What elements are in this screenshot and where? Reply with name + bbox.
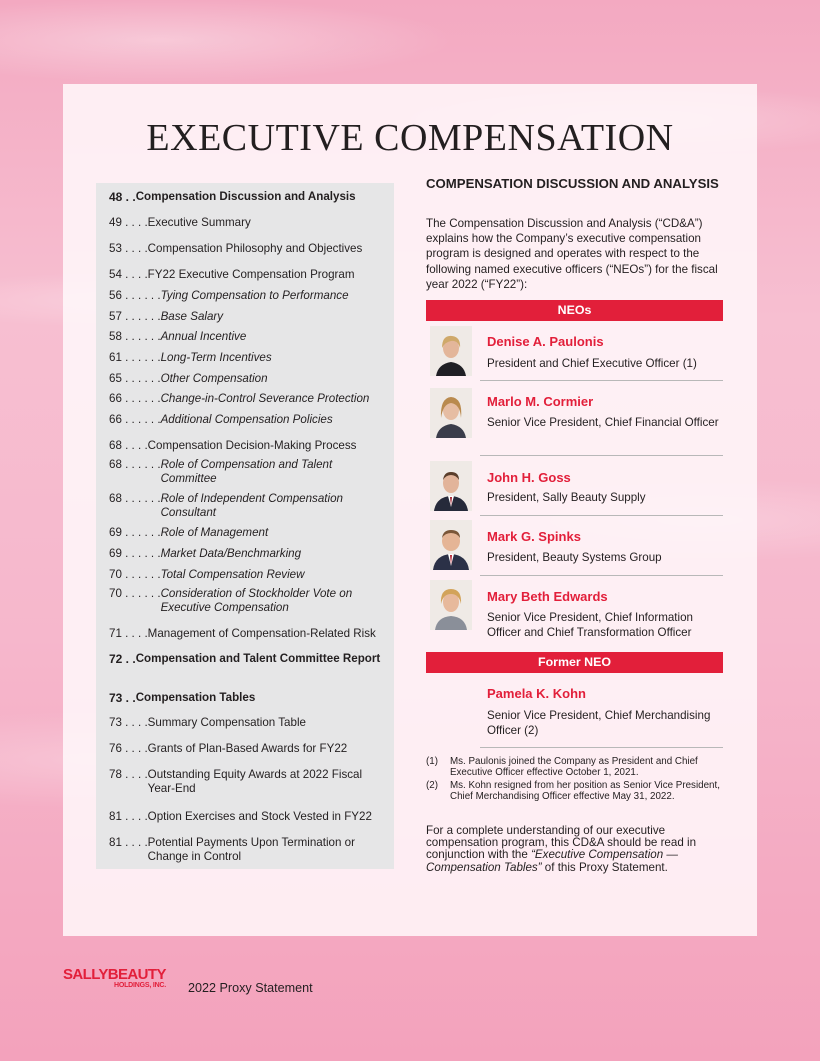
former-neo-entry [426,679,724,741]
footnote: (1) Ms. Paulonis joined the Company as President and Chief Executive Officer effective October 1, 2021. [426,756,698,779]
neo-name: Mark G. Spinks [487,529,581,544]
toc-entry[interactable]: 73 . . Compensation Tables [109,691,256,705]
toc-entry[interactable]: 57 . . . . . . Base Salary [109,310,224,323]
toc-entry[interactable]: 69 . . . . . . Role of Management [109,526,269,539]
toc-entry[interactable]: 66 . . . . . . Change-in-Control Severance Protection [109,392,370,405]
toc-entry[interactable]: 49 . . . . Executive Summary [109,216,251,229]
neo-title: President, Sally Beauty Supply [487,491,646,504]
neo-title: Senior Vice President, Chief Information Officer and Chief Transformation Officer [487,611,694,640]
toc-entry[interactable]: 71 . . . . Management of Compensation-Related Risk [109,627,376,640]
toc-entry[interactable]: 78 . . . . Outstanding Equity Awards at 2022 Fiscal Year-End [109,768,363,795]
neo-name: John H. Goss [487,470,571,485]
toc-entry[interactable]: 48 . . Compensation Discussion and Analysis [109,190,356,204]
toc-entry[interactable]: 68 . . . . Compensation Decision-Making Process [109,439,357,452]
neo-name: Mary Beth Edwards [487,589,608,604]
toc-entry[interactable]: 61 . . . . . . Long-Term Incentives [109,351,272,364]
footnote: (2) Ms. Kohn resigned from her position as Senior Vice President, Chief Merchandising Officer effective May 31, 2022. [426,780,720,803]
neo-entry [426,387,724,449]
neo-title: President and Chief Executive Officer (1) [487,357,697,370]
toc-entry[interactable]: 58 . . . . . . Annual Incentive [109,330,247,343]
neo-name: Pamela K. Kohn [487,686,586,701]
portrait-photo [430,580,472,630]
toc-entry[interactable]: 66 . . . . . . Additional Compensation Policies [109,413,333,426]
toc-entry[interactable]: 68 . . . . . . Role of Independent Compensation Consultant [109,492,343,519]
divider [480,455,723,456]
section-heading: COMPENSATION DISCUSSION AND ANALYSIS [426,176,719,191]
neo-name: Denise A. Paulonis [487,334,604,349]
toc-entry[interactable]: 81 . . . . Option Exercises and Stock Vested in FY22 [109,810,372,823]
toc-entry[interactable]: 65 . . . . . . Other Compensation [109,372,268,385]
closing-paragraph: For a complete understanding of our executive compensation program, this CD&A should be read in conjunction with the “Executive Compensation — Compensation Tables” of this Proxy Statement. [426,824,697,874]
toc-entry[interactable]: 56 . . . . . . Tying Compensation to Performance [109,289,349,302]
toc-entry[interactable]: 70 . . . . . . Total Compensation Review [109,568,305,581]
toc-entry[interactable]: 53 . . . . Compensation Philosophy and Objectives [109,242,363,255]
intro-paragraph: The Compensation Discussion and Analysis (“CD&A”) explains how the Company’s executive compensation program is designed and operates with respect to the following named executive officers (“NEOs”) for the fiscal year 2022 (“FY22”): [426,217,718,291]
divider [480,747,723,748]
toc-entry[interactable]: 72 . . Compensation and Talent Committee Report [109,652,381,666]
footer-document-title: 2022 Proxy Statement [188,981,313,995]
toc-entry[interactable]: 68 . . . . . . Role of Compensation and Talent Committee [109,458,333,485]
neo-name: Marlo M. Cormier [487,394,594,409]
neos-band: NEOs [426,300,723,321]
company-logo: SALLYBEAUTY HOLDINGS, INC. [63,966,167,989]
portrait-photo [430,520,472,570]
tables-reference: “Executive Compensation — Compensation Tables” [426,848,678,874]
neo-title: Senior Vice President, Chief Merchandising Officer (2) [487,709,711,738]
divider [480,515,723,516]
portrait-photo [430,326,472,376]
toc-entry[interactable]: 73 . . . . Summary Compensation Table [109,716,306,729]
divider [480,380,723,381]
page-title: EXECUTIVE COMPENSATION [146,117,674,159]
neo-title: President, Beauty Systems Group [487,551,662,564]
toc-entry[interactable]: 76 . . . . Grants of Plan-Based Awards for FY22 [109,742,348,755]
portrait-photo [430,461,472,511]
neo-entry [426,580,724,642]
table-of-contents [96,183,394,869]
neo-title: Senior Vice President, Chief Financial Officer [487,416,719,429]
toc-entry[interactable]: 81 . . . . Potential Payments Upon Termination or Change in Control [109,836,355,863]
neo-entry [426,461,724,515]
former-neo-band: Former NEO [426,652,723,673]
toc-entry[interactable]: 69 . . . . . . Market Data/Benchmarking [109,547,302,560]
neo-entry [426,325,724,381]
toc-entry[interactable]: 70 . . . . . . Consideration of Stockholder Vote on Executive Compensation [109,587,353,614]
divider [480,575,723,576]
neo-entry [426,520,724,574]
portrait-photo [430,388,472,438]
toc-entry[interactable]: 54 . . . . FY22 Executive Compensation Program [109,268,355,281]
